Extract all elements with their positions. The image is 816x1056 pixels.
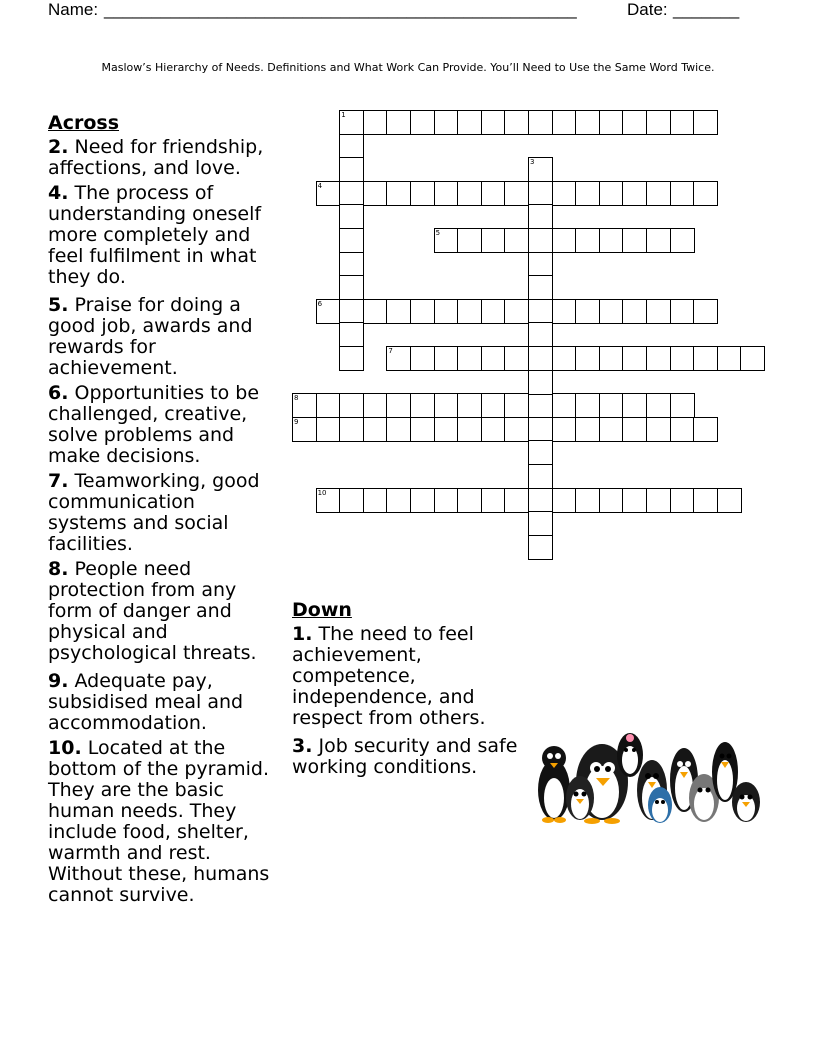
clue-number: 9. <box>48 670 69 692</box>
crossword-cell[interactable] <box>552 228 577 253</box>
crossword-cell[interactable] <box>339 417 364 442</box>
crossword-cell[interactable] <box>316 299 341 324</box>
crossword-cell[interactable] <box>670 299 695 324</box>
across-clue <box>48 383 276 467</box>
crossword-cell[interactable] <box>434 417 459 442</box>
crossword-cell[interactable] <box>457 393 482 418</box>
crossword-cell[interactable] <box>717 488 742 513</box>
crossword-cell[interactable] <box>622 110 647 135</box>
crossword-cell[interactable] <box>434 110 459 135</box>
crossword-cell[interactable] <box>552 181 577 206</box>
clue-number: 6. <box>48 382 69 404</box>
crossword-cell[interactable] <box>339 346 364 371</box>
crossword-cell[interactable] <box>339 299 364 324</box>
crossword-cell[interactable] <box>316 417 341 442</box>
crossword-cell[interactable] <box>363 417 388 442</box>
crossword-cell[interactable] <box>457 110 482 135</box>
crossword-cell[interactable] <box>575 228 600 253</box>
crossword-cell[interactable] <box>599 110 624 135</box>
clue-number: 10. <box>48 737 82 759</box>
date-field[interactable]: _______ <box>673 0 740 19</box>
crossword-cell[interactable] <box>599 488 624 513</box>
crossword-cell[interactable] <box>575 299 600 324</box>
crossword-cell[interactable] <box>528 488 553 513</box>
crossword-cell[interactable] <box>528 275 553 300</box>
down-clues <box>292 600 527 782</box>
crossword-cell[interactable] <box>670 417 695 442</box>
crossword-cell[interactable] <box>646 181 671 206</box>
crossword-cell[interactable] <box>434 228 459 253</box>
crossword-cell[interactable] <box>670 110 695 135</box>
crossword-cell[interactable] <box>646 228 671 253</box>
crossword-cell[interactable] <box>693 110 718 135</box>
penguin-icon <box>617 733 643 777</box>
cell-number: 1 <box>341 111 346 119</box>
crossword-cell[interactable] <box>575 181 600 206</box>
crossword-cell[interactable] <box>552 110 577 135</box>
crossword-cell[interactable] <box>575 393 600 418</box>
cell-number: 5 <box>435 229 441 237</box>
clue-number: 8. <box>48 558 69 580</box>
clue-text: The process of understanding oneself more completely and feel fulfilment in what they do. <box>48 182 262 288</box>
across-heading: Across <box>48 112 120 134</box>
penguin-icon <box>732 782 760 822</box>
clue-number: 7. <box>48 470 69 492</box>
cell-number: 3 <box>530 158 535 167</box>
crossword-cell[interactable] <box>481 110 506 135</box>
crossword-cell[interactable] <box>670 488 695 513</box>
clue-number: 4. <box>48 182 69 204</box>
crossword-cell[interactable] <box>528 535 553 560</box>
clue-number: 3. <box>292 735 313 757</box>
crossword-cell[interactable] <box>339 157 364 182</box>
crossword-cell[interactable] <box>410 488 435 513</box>
crossword-cell[interactable] <box>552 299 577 324</box>
crossword-cell[interactable] <box>622 346 647 371</box>
crossword-cell[interactable] <box>410 417 435 442</box>
crossword-cell[interactable] <box>434 393 459 418</box>
crossword-cell[interactable] <box>339 322 364 347</box>
crossword-cell[interactable] <box>434 181 459 206</box>
crossword-cell[interactable] <box>670 346 695 371</box>
crossword-cell[interactable] <box>410 393 435 418</box>
date-label: Date: <box>627 0 668 19</box>
crossword-cell[interactable] <box>693 346 718 371</box>
crossword-cell[interactable] <box>410 299 435 324</box>
crossword-cell[interactable] <box>575 488 600 513</box>
crossword-cell[interactable] <box>528 299 553 324</box>
crossword-cell[interactable] <box>386 393 411 418</box>
crossword-cell[interactable] <box>646 299 671 324</box>
crossword-cell[interactable] <box>504 488 529 513</box>
crossword-cell[interactable] <box>339 252 364 277</box>
crossword-cell[interactable] <box>622 299 647 324</box>
crossword-cell[interactable] <box>339 275 364 300</box>
crossword-cell[interactable] <box>528 393 553 418</box>
crossword-cell[interactable] <box>528 417 553 442</box>
clue-text: The need to feel achievement, competence, independence, and respect from others. <box>292 623 486 729</box>
across-clue <box>48 671 276 734</box>
crossword-cell[interactable] <box>528 370 553 395</box>
crossword-cell[interactable] <box>457 417 482 442</box>
crossword-cell[interactable] <box>363 488 388 513</box>
crossword-cell[interactable] <box>316 181 341 206</box>
crossword-cell[interactable] <box>670 181 695 206</box>
across-clue <box>48 137 276 179</box>
crossword-cell[interactable] <box>481 228 506 253</box>
crossword-cell[interactable] <box>457 299 482 324</box>
crossword-cell[interactable] <box>481 417 506 442</box>
crossword-cell[interactable] <box>434 488 459 513</box>
crossword-cell[interactable] <box>339 110 364 135</box>
clue-number: 2. <box>48 136 69 158</box>
crossword-cell[interactable] <box>646 346 671 371</box>
crossword-cell[interactable] <box>481 346 506 371</box>
crossword-cell[interactable] <box>481 488 506 513</box>
crossword-cell[interactable] <box>386 346 411 371</box>
cell-number: 9 <box>294 417 299 426</box>
penguin-group-icon <box>532 720 767 825</box>
cell-number: 8 <box>294 394 299 403</box>
crossword-cell[interactable] <box>481 393 506 418</box>
crossword-cell[interactable] <box>622 228 647 253</box>
crossword-cell[interactable] <box>363 181 388 206</box>
crossword-cell[interactable] <box>622 417 647 442</box>
crossword-cell[interactable] <box>410 110 435 135</box>
crossword-cell[interactable] <box>575 346 600 371</box>
clue-text: Praise for doing a good job, awards and rewards for achievement. <box>48 294 253 379</box>
across-clue <box>48 295 276 379</box>
clue-number: 5. <box>48 294 69 316</box>
crossword-cell[interactable] <box>622 488 647 513</box>
crossword-cell[interactable] <box>622 393 647 418</box>
crossword-cell[interactable] <box>670 393 695 418</box>
crossword-cell[interactable] <box>552 393 577 418</box>
crossword-cell[interactable] <box>504 417 529 442</box>
crossword-cell[interactable] <box>693 299 718 324</box>
crossword-cell[interactable] <box>504 299 529 324</box>
crossword-cell[interactable] <box>434 346 459 371</box>
crossword-cell[interactable] <box>552 346 577 371</box>
crossword-cell[interactable] <box>457 228 482 253</box>
crossword-cell[interactable] <box>717 346 742 371</box>
crossword-cell[interactable] <box>339 134 364 159</box>
crossword-cell[interactable] <box>339 204 364 229</box>
crossword-cell[interactable] <box>528 110 553 135</box>
crossword-cell[interactable] <box>552 488 577 513</box>
clue-text: Job security and safe working conditions. <box>292 735 518 778</box>
crossword-cell[interactable] <box>670 228 695 253</box>
crossword-cell[interactable] <box>528 322 553 347</box>
crossword-cell[interactable] <box>528 181 553 206</box>
clue-text: Teamworking, good communication systems and social facilities. <box>48 470 260 555</box>
crossword-cell[interactable] <box>410 346 435 371</box>
clue-text: Located at the bottom of the pyramid. They are the basic human needs. They include food, shelter, warmth and rest. Without these, humans cannot survive. <box>48 737 270 906</box>
crossword-cell[interactable] <box>457 346 482 371</box>
crossword-cell[interactable] <box>504 346 529 371</box>
crossword-cell[interactable] <box>528 464 553 489</box>
crossword-cell[interactable] <box>740 346 765 371</box>
crossword-cell[interactable] <box>528 157 553 182</box>
crossword-cell[interactable] <box>575 110 600 135</box>
penguin-icon <box>538 746 570 823</box>
crossword-cell[interactable] <box>316 488 341 513</box>
crossword-cell[interactable] <box>339 393 364 418</box>
across-clue <box>48 738 276 906</box>
down-heading: Down <box>292 599 352 621</box>
crossword-cell[interactable] <box>504 228 529 253</box>
name-field[interactable]: __________________________________________________ <box>104 0 577 19</box>
crossword-cell[interactable] <box>481 181 506 206</box>
clue-text: Adequate pay, subsidised meal and accommodation. <box>48 670 244 734</box>
crossword-cell[interactable] <box>292 417 317 442</box>
penguin-icon <box>648 787 672 823</box>
crossword-cell[interactable] <box>528 511 553 536</box>
crossword-cell[interactable] <box>693 181 718 206</box>
crossword-cell[interactable] <box>386 181 411 206</box>
crossword-cell[interactable] <box>599 228 624 253</box>
crossword-cell[interactable] <box>457 181 482 206</box>
crossword-cell[interactable] <box>693 488 718 513</box>
crossword-cell[interactable] <box>386 488 411 513</box>
cell-number: 6 <box>317 299 323 308</box>
crossword-cell[interactable] <box>599 393 624 418</box>
crossword-cell[interactable] <box>646 393 671 418</box>
crossword-cell[interactable] <box>599 417 624 442</box>
crossword-cell[interactable] <box>528 440 553 465</box>
clue-text: People need protection from any form of danger and physical and psychological threats. <box>48 558 257 664</box>
crossword-cell[interactable] <box>339 488 364 513</box>
crossword-cell[interactable] <box>599 181 624 206</box>
crossword-cell[interactable] <box>504 181 529 206</box>
crossword-cell[interactable] <box>528 346 553 371</box>
crossword-cell[interactable] <box>552 417 577 442</box>
crossword-cell[interactable] <box>363 110 388 135</box>
worksheet-subtitle: Maslow’s Hierarchy of Needs. Definitions and What Work Can Provide. You’ll Need to Use the Same Word Twice. <box>101 61 715 74</box>
crossword-cell[interactable] <box>410 181 435 206</box>
crossword-cell[interactable] <box>646 110 671 135</box>
crossword-cell[interactable] <box>457 488 482 513</box>
across-clue <box>48 471 276 555</box>
crossword-cell[interactable] <box>599 299 624 324</box>
cell-number: 10 <box>317 488 327 497</box>
across-clues <box>48 113 276 910</box>
clue-text: Need for friendship, affections, and love. <box>48 136 264 179</box>
cell-number: 7 <box>388 347 393 355</box>
crossword-cell[interactable] <box>528 204 553 229</box>
crossword-cell[interactable] <box>528 252 553 277</box>
crossword-cell[interactable] <box>386 110 411 135</box>
crossword-cell[interactable] <box>339 228 364 253</box>
across-clue <box>48 559 276 664</box>
crossword-cell[interactable] <box>386 417 411 442</box>
crossword-cell[interactable] <box>386 299 411 324</box>
crossword-cell[interactable] <box>504 393 529 418</box>
crossword-cell[interactable] <box>363 393 388 418</box>
crossword-cell[interactable] <box>339 181 364 206</box>
clue-text: Opportunities to be challenged, creative, solve problems and make decisions. <box>48 382 260 467</box>
crossword-cell[interactable] <box>599 346 624 371</box>
crossword-cell[interactable] <box>575 417 600 442</box>
crossword-cell[interactable] <box>646 488 671 513</box>
crossword-cell[interactable] <box>646 417 671 442</box>
down-clue <box>292 624 527 729</box>
crossword-cell[interactable] <box>292 393 317 418</box>
cell-number: 4 <box>317 181 323 190</box>
name-label: Name: <box>48 0 99 19</box>
crossword-cell[interactable] <box>481 299 506 324</box>
crossword-cell[interactable] <box>363 299 388 324</box>
crossword-cell[interactable] <box>316 393 341 418</box>
down-clue <box>292 736 527 778</box>
crossword-cell[interactable] <box>528 228 553 253</box>
across-clue <box>48 183 276 288</box>
crossword-cell[interactable] <box>504 110 529 135</box>
crossword-cell[interactable] <box>693 417 718 442</box>
crossword-cell[interactable] <box>622 181 647 206</box>
clue-number: 1. <box>292 623 313 645</box>
penguin-icon <box>566 776 594 820</box>
crossword-cell[interactable] <box>434 299 459 324</box>
